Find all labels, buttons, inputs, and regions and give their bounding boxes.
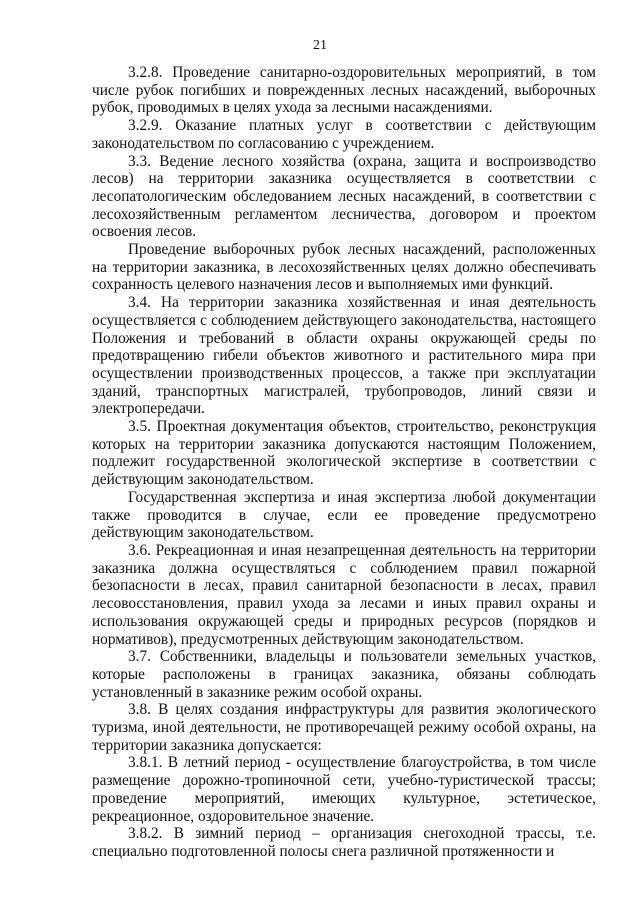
paragraph-3-6: 3.6. Рекреационная и иная незапрещенная деятельность на территории заказника должна осуществляться с соблюдением правил пожарной безопасности в лесах, правил санитарной безопасности в лесах, правил лесовосстановления, правил ухода за лесами и иных правил охраны и использования окружающей среды и природных ресурсов (порядков и нормативов), предусмотренных действующим законодательством. [92, 541, 596, 648]
paragraph-3-8: 3.8. В целях создания инфраструктуры для развития экологического туризма, иной деятельности, не противоречащей режиму особой охраны, на территории заказника допускается: [92, 701, 596, 754]
paragraph-3-4: 3.4. На территории заказника хозяйственная и иная деятельность осуществляется с соблюдением действующего законодательства, настоящего Положения и требований в области охраны окружающей среды по предотвращению гибели объектов животного и растительного мира при осуществлении производственных процессов, а также при эксплуатации зданий, транспортных магистралей, трубопроводов, линий связи и электропередачи. [92, 294, 596, 418]
paragraph-3-2-8: 3.2.8. Проведение санитарно-оздоровительных мероприятий, в том числе рубок погибших и поврежденных лесных насаждений, выборочных рубок, проводимых в целях ухода за лесными насаждениями. [92, 64, 596, 117]
paragraph-selective-felling: Проведение выборочных рубок лесных насаждений, расположенных на территории заказника, в лесохозяйственных целях должно обеспечивать сохранность целевого назначения лесов и выполняемых ими функций. [92, 241, 596, 294]
paragraph-3-7: 3.7. Собственники, владельцы и пользователи земельных участков, которые расположены в границах заказника, обязаны соблюдать установленный в заказнике режим особой охраны. [92, 648, 596, 701]
paragraph-3-3: 3.3. Ведение лесного хозяйства (охрана, защита и воспроизводство лесов) на территории заказника осуществляется в соответствии с лесопатологическим обследованием лесных насаждений, в соответствии с лесохозяйственным регламентом лесничества, договором и проектом освоения лесов. [92, 152, 596, 241]
paragraph-3-2-9: 3.2.9. Оказание платных услуг в соответствии с действующим законодательством по согласованию с учреждением. [92, 117, 596, 152]
document-body [92, 64, 596, 861]
paragraph-3-5: 3.5. Проектная документация объектов, строительство, реконструкция которых на территории заказника допускаются настоящим Положением, подлежит государственной экологической экспертизе в соответствии с действующим законодательством. [92, 418, 596, 489]
paragraph-state-expertise: Государственная экспертиза и иная экспертиза любой документации также проводится в случае, если ее проведение предусмотрено действующим законодательством. [92, 488, 596, 542]
paragraph-3-8-1: 3.8.1. В летний период - осуществление благоустройства, в том числе размещение дорожно-тропиночной сети, учебно-туристической трассы; проведение мероприятий, имеющих культурное, эстетическое, рекреационное, оздоровительное значение. [92, 754, 596, 825]
page-number: 21 [313, 38, 327, 53]
paragraph-3-8-2: 3.8.2. В зимний период – организация снегоходной трассы, т.е. специально подготовленной полосы снега различной протяженности и [92, 825, 596, 860]
